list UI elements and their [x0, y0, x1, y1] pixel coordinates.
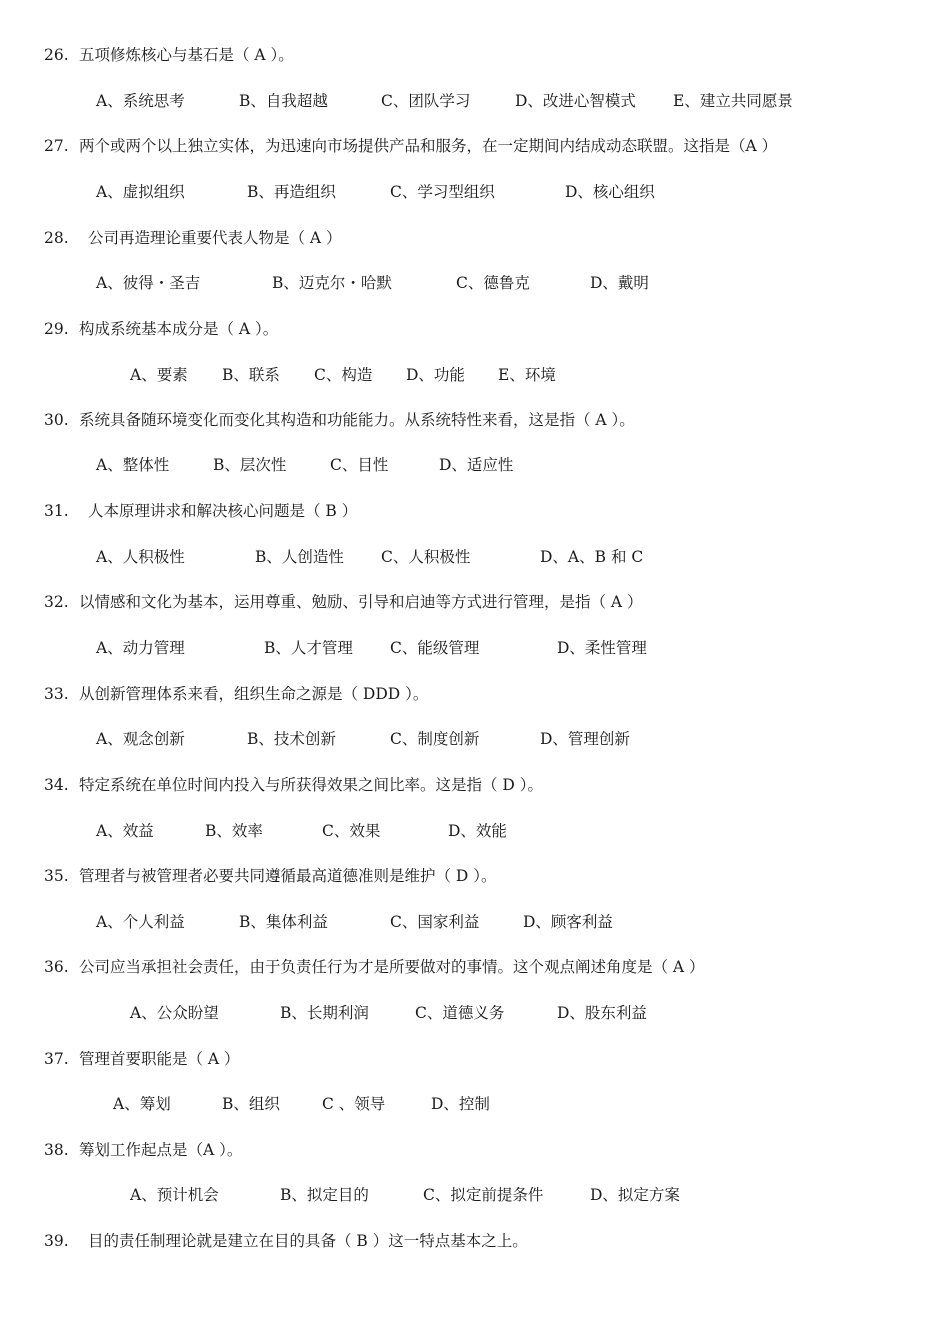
option-c: C、目性 — [330, 456, 389, 474]
question-number: 31. — [44, 502, 69, 520]
option-b: B、拟定目的 — [280, 1186, 369, 1204]
option-b: B、人才管理 — [264, 639, 353, 657]
option-d: D、柔性管理 — [557, 639, 647, 657]
option-e: E、建立共同愿景 — [673, 92, 793, 110]
option-d: D、控制 — [431, 1095, 490, 1113]
option-a: A、整体性 — [96, 456, 170, 474]
question-number: 39. — [44, 1232, 69, 1250]
option-a: A、预计机会 — [130, 1186, 219, 1204]
option-c: C、效果 — [322, 822, 381, 840]
option-b: B、效率 — [205, 822, 263, 840]
question-number: 32. — [44, 593, 69, 611]
question-text: 特定系统在单位时间内投入与所获得效果之间比率。这是指（ D ）。 — [79, 776, 544, 794]
option-c: C、人积极性 — [381, 548, 471, 566]
question-number: 26. — [44, 46, 69, 64]
question-text: 两个或两个以上独立实体，为迅速向市场提供产品和服务，在一定期间内结成动态联盟。这指是（A ） — [79, 137, 778, 155]
option-d: D、顾客利益 — [523, 913, 613, 931]
option-a: A、观念创新 — [96, 730, 185, 748]
option-d: D、效能 — [448, 822, 507, 840]
question-text: 从创新管理体系来看，组织生命之源是（ DDD ）。 — [79, 685, 429, 703]
option-b: B、集体利益 — [239, 913, 328, 931]
question-number: 29. — [44, 320, 69, 338]
option-b: B、迈克尔・哈默 — [272, 274, 392, 292]
question-number: 33. — [44, 685, 69, 703]
question-number: 38. — [44, 1141, 69, 1159]
option-c: C、团队学习 — [381, 92, 471, 110]
option-b: B、层次性 — [213, 456, 287, 474]
option-a: A、筹划 — [113, 1095, 171, 1113]
question-text: 目的责任制理论就是建立在目的具备（ B ）这一特点基本之上。 — [88, 1232, 528, 1250]
option-c: C、拟定前提条件 — [423, 1186, 544, 1204]
option-c: C、道德义务 — [415, 1004, 505, 1022]
question-text: 管理首要职能是（ A ） — [79, 1050, 240, 1068]
option-b: B、再造组织 — [247, 183, 336, 201]
question-text: 公司再造理论重要代表人物是（ A ） — [88, 229, 342, 247]
option-d: D、改进心智模式 — [515, 92, 636, 110]
option-b: B、组织 — [222, 1095, 280, 1113]
question-text: 公司应当承担社会责任，由于负责任行为才是所要做对的事情。这个观点阐述角度是（ A ） — [79, 958, 705, 976]
question-number: 28. — [44, 229, 69, 247]
question-number: 30. — [44, 411, 69, 429]
option-e: E、环境 — [498, 366, 556, 384]
question-text: 人本原理讲求和解决核心问题是（ B ） — [88, 502, 358, 520]
option-b: B、长期利润 — [280, 1004, 369, 1022]
option-c: C 、领导 — [322, 1095, 386, 1113]
option-d: D、管理创新 — [540, 730, 630, 748]
option-d: D、适应性 — [439, 456, 514, 474]
option-b: B、自我超越 — [239, 92, 328, 110]
question-number: 36. — [44, 958, 69, 976]
question-number: 34. — [44, 776, 69, 794]
question-text: 管理者与被管理者必要共同遵循最高道德准则是维护（ D ）。 — [79, 867, 497, 885]
option-a: A、效益 — [96, 822, 154, 840]
option-d: D、拟定方案 — [590, 1186, 680, 1204]
question-text: 五项修炼核心与基石是（ A ）。 — [79, 46, 294, 64]
question-text: 构成系统基本成分是（ A ）。 — [79, 320, 279, 338]
option-c: C、国家利益 — [390, 913, 480, 931]
question-number: 35. — [44, 867, 69, 885]
question-number: 27. — [44, 137, 69, 155]
option-d: D、核心组织 — [565, 183, 655, 201]
option-c: C、制度创新 — [390, 730, 480, 748]
option-d: D、戴明 — [590, 274, 649, 292]
option-d: D、功能 — [406, 366, 465, 384]
option-a: A、系统思考 — [96, 92, 185, 110]
option-a: A、人积极性 — [96, 548, 185, 566]
option-c: C、构造 — [314, 366, 373, 384]
option-d: D、股东利益 — [557, 1004, 647, 1022]
option-b: B、联系 — [222, 366, 280, 384]
question-text: 筹划工作起点是（A ）。 — [79, 1141, 243, 1159]
option-a: A、要素 — [130, 366, 188, 384]
option-a: A、彼得・圣吉 — [96, 274, 201, 292]
option-c: C、学习型组织 — [390, 183, 495, 201]
option-a: A、动力管理 — [96, 639, 185, 657]
option-a: A、公众盼望 — [130, 1004, 219, 1022]
question-text: 以情感和文化为基本，运用尊重、勉励、引导和启迪等方式进行管理，是指（ A ） — [79, 593, 643, 611]
option-c: C、能级管理 — [390, 639, 480, 657]
option-b: B、人创造性 — [255, 548, 344, 566]
question-number: 37. — [44, 1050, 69, 1068]
option-c: C、德鲁克 — [456, 274, 530, 292]
option-a: A、个人利益 — [96, 913, 185, 931]
option-b: B、技术创新 — [247, 730, 336, 748]
question-text: 系统具备随环境变化而变化其构造和功能能力。从系统特性来看，这是指（ A ）。 — [79, 411, 635, 429]
option-d: D、A、B 和 C — [540, 548, 644, 566]
option-a: A、虚拟组织 — [96, 183, 185, 201]
